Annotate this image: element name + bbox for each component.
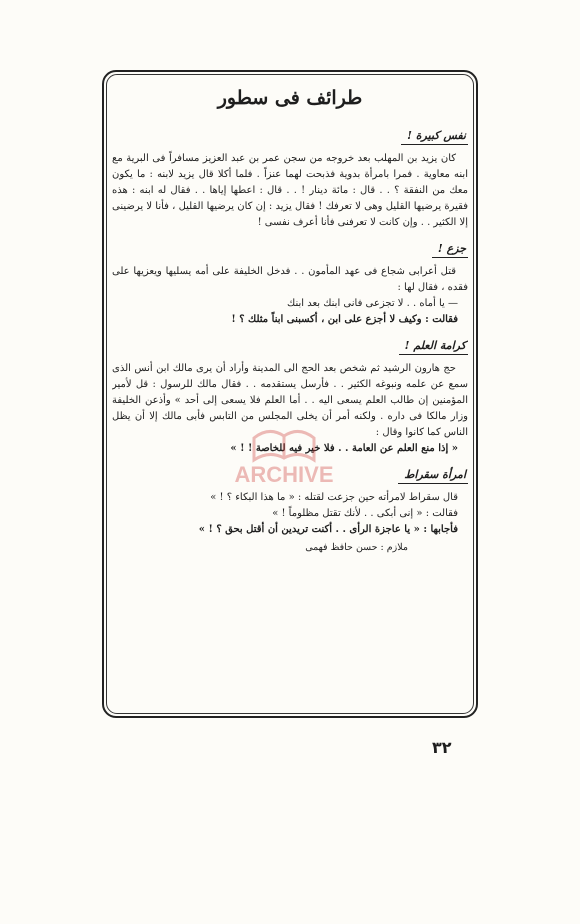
section-grief (112, 241, 468, 328)
dialogue-line: — يا أماه . . لا تجزعى فانى ابنك بعد ابنك (287, 298, 458, 309)
section-paragraph: كان يزيد بن المهلب بعد خروجه من سجن عمر بن عبد العزيز مسافراً فى البرية مع ابنه معاوية . فمرا بامرأة بدوية فذبحت لهما عنزاً . فلما أكلا قال يزيد لابنه : ما يكون معك من النفقة ؟ . . قال : مائة دينار ! . . قال : اعطها إياها . . فقال له ابنه : هذه فقيرة يرضيها القليل وهى لا تعرفك ! فقال يزيد : إن كان يرضيها القليل ، فأنا لا يرضينى إلا الكثير . . وإن كانت لا تعرفنى فأنا أعرف نفسى ! (112, 153, 468, 228)
dialogue-line: فقالت : « إنى أبكى . . لأنك تقتل مظلوماً ! » (272, 508, 458, 519)
author-signature: ملازم : حسن حافظ فهمى (305, 542, 408, 553)
section-socrates-wife (112, 467, 468, 556)
section-dignity-of-knowledge (112, 338, 468, 457)
section-paragraph: حج هارون الرشيد ثم شخص بعد الحج الى المدينة وأراد أن يرى مالك ابن أنس الذى سمع عن علمه ونبوغه الكثير . . فأرسل يستقدمه . . فقال مالك للرسول : قل لأمير المؤمنين إن طالب العلم يسعى اليه . . أما العلم فلا يسعى إلى أحد » وأذعن الخليفة وزار مالكا فى داره . ولكنه أمر أن يخلى المجلس من التابس فأبى مالك إلا أن يظل الناس كما كانوا وقال : (112, 363, 468, 438)
watermark-text: ARCHIVE (234, 462, 334, 487)
dialogue-line: فأجابها : « يا عاجزة الرأى . . أكنت تريدين أن أقتل بحق ؟ ! » (198, 524, 458, 535)
page-content (112, 82, 468, 708)
section-paragraph: قتل أعرابى شجاع فى عهد المأمون . . فدخل الخليفة على أمه يسليها ويعزيها على فقده ، فقال لها : (112, 266, 468, 293)
section-heading: امرأة سقراط (398, 467, 468, 484)
dialogue-line: قال سقراط لامرأته حين جزعت لقتله : « ما هذا البكاء ؟ ! » (210, 492, 458, 503)
quote-line: « إذا منع العلم عن العامة . . فلا خير فيه للخاصة ! ! » (230, 443, 458, 454)
section-heading: كرامة العلم ! (399, 338, 468, 355)
page-number: ٣٢ (432, 738, 452, 757)
dialogue-line: فقالت : وكيف لا أجزع على ابن ، أكسبنى ابناً مثلك ؟ ! (231, 314, 458, 325)
page-title: طرائف فى سطور (217, 87, 363, 109)
section-big-soul (112, 128, 468, 231)
section-heading: جزع ! (432, 241, 468, 258)
section-heading: نفس كبيرة ! (401, 128, 468, 145)
